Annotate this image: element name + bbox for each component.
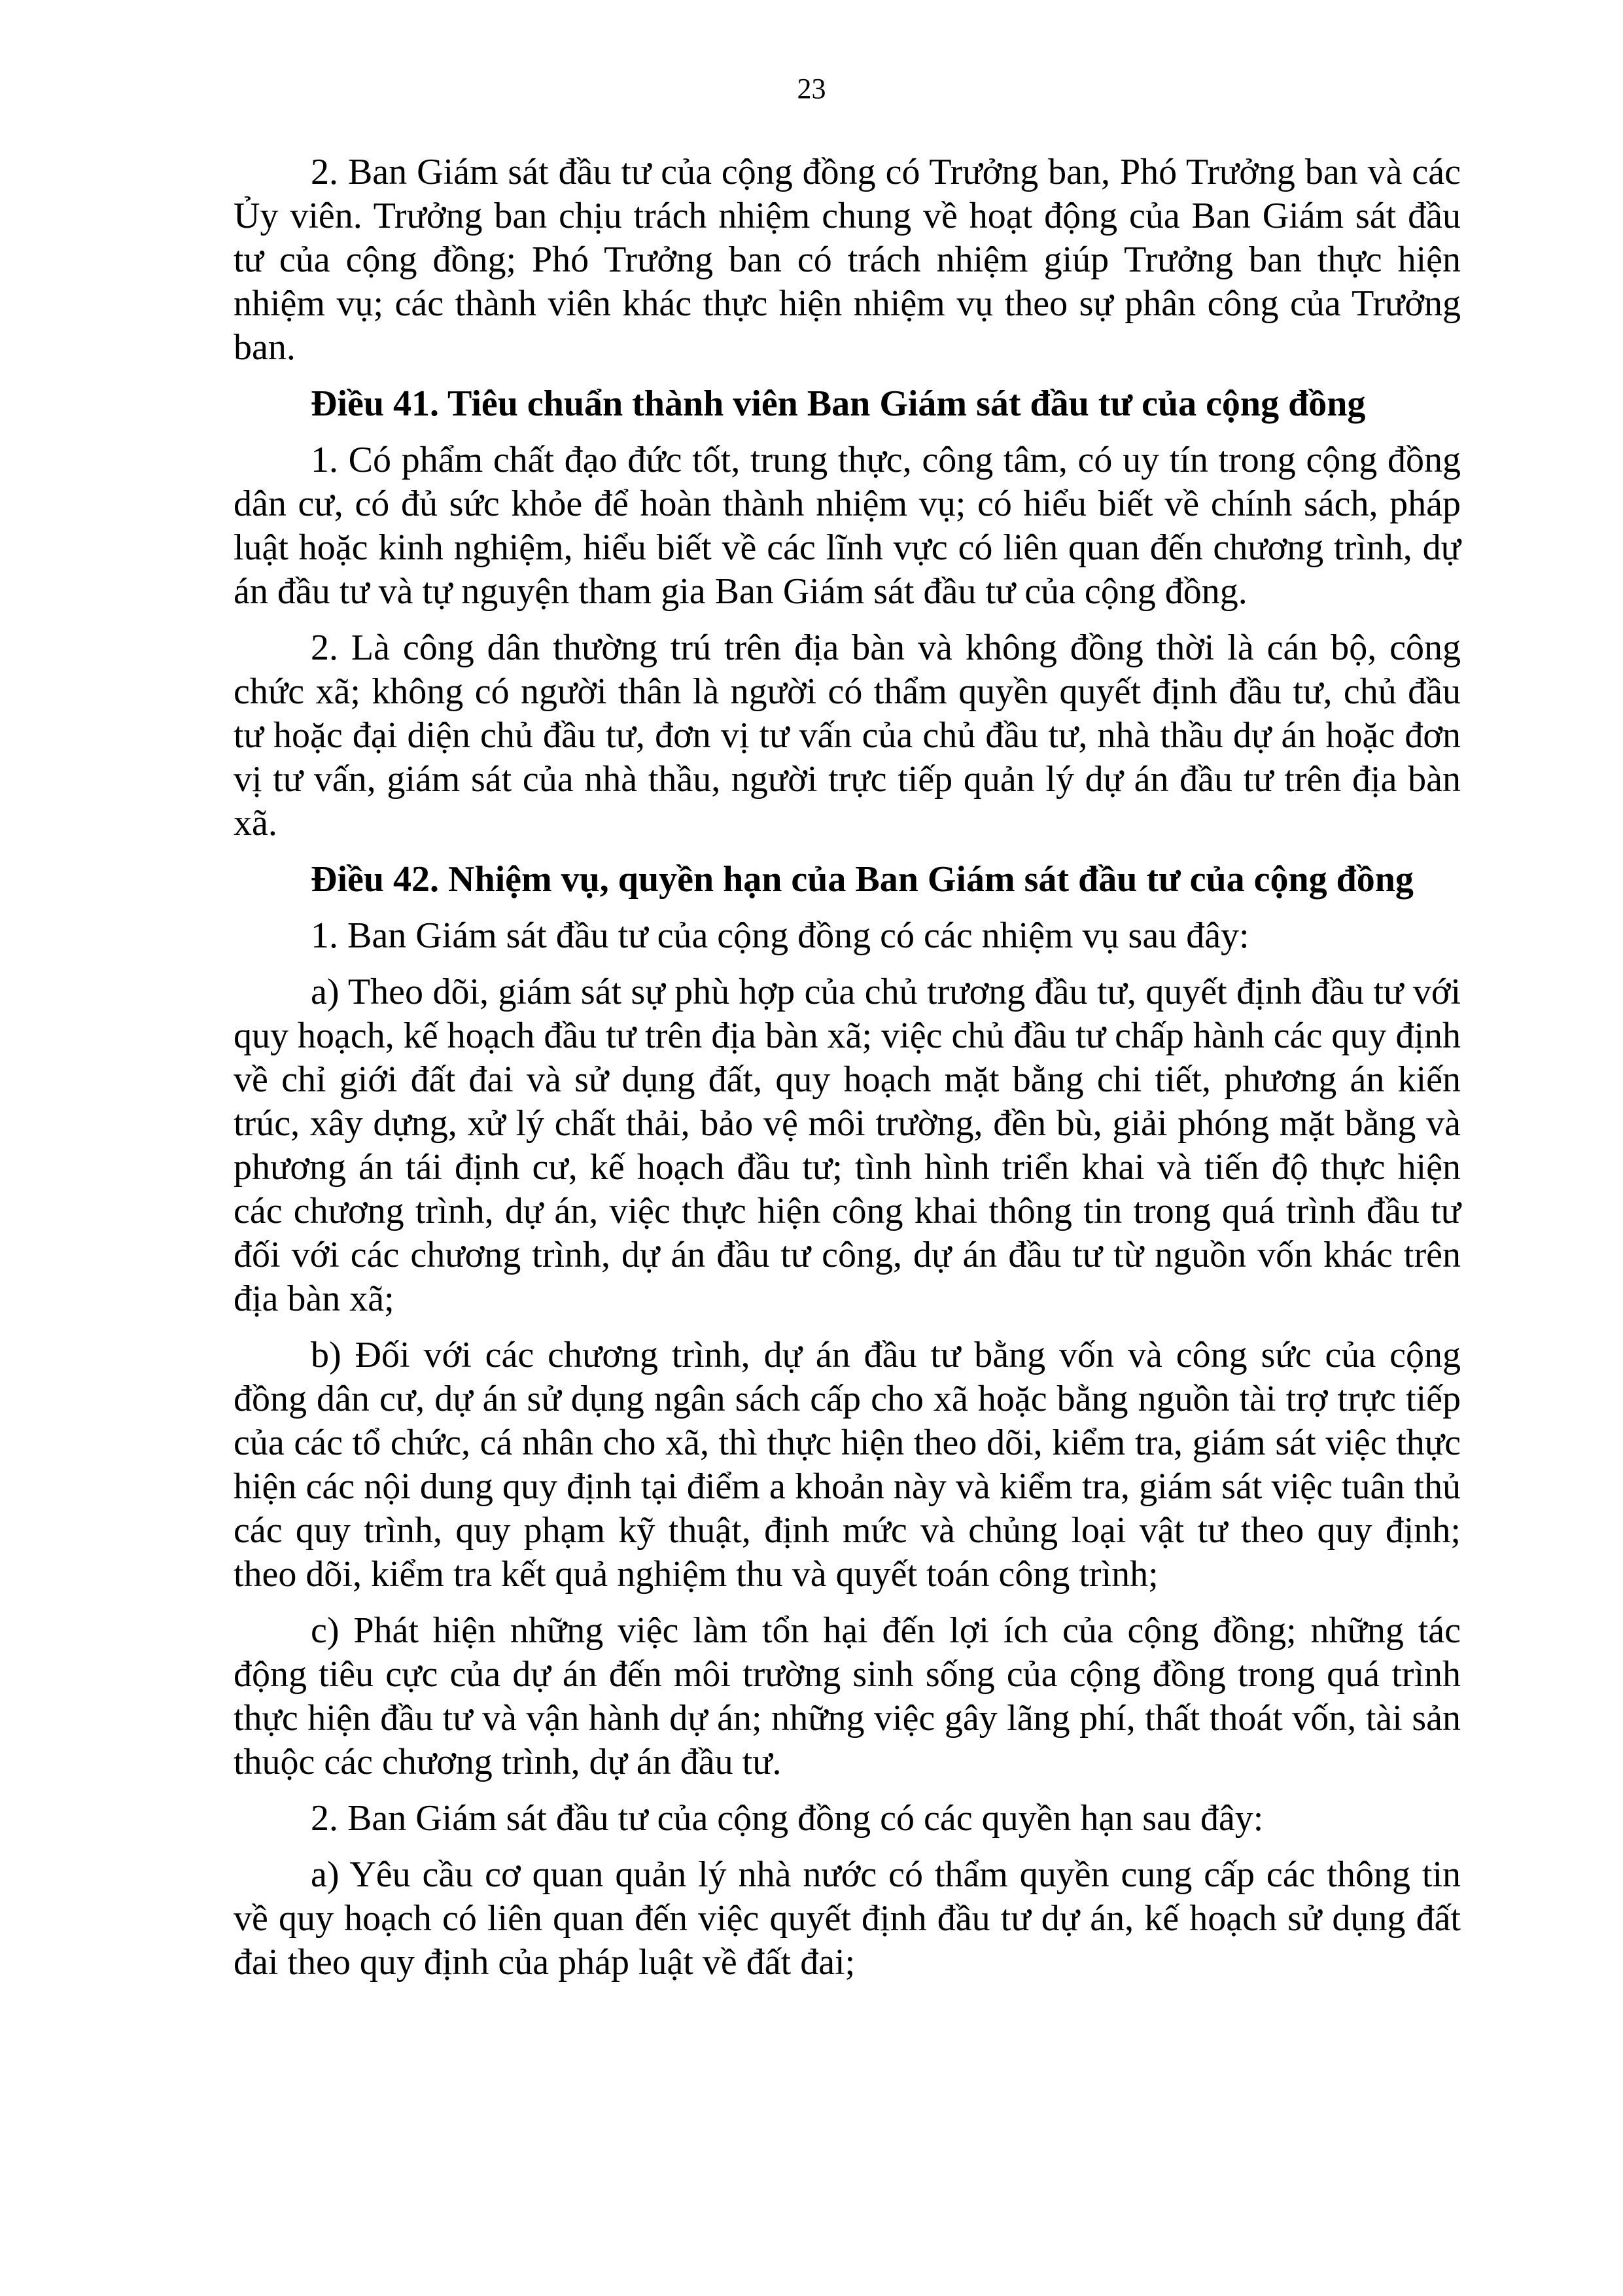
paragraph: 2. Là công dân thường trú trên địa bàn và không đồng thời là cán bộ, công chức xã; không có người thân là người có thẩm quyền quyết định đầu tư, chủ đầu tư hoặc đại diện chủ đầu tư, đơn vị tư vấn của chủ đầu tư, nhà thầu dự án hoặc đơn vị tư vấn, giám sát của nhà thầu, người trực tiếp quản lý dự án đầu tư trên địa bàn xã. [234,627,1461,843]
paragraph: c) Phát hiện những việc làm tổn hại đến lợi ích của cộng đồng; những tác động tiêu cực của dự án đến môi trường sinh sống của cộng đồng trong quá trình thực hiện đầu tư và vận hành dự án; những việc gây lãng phí, thất thoát vốn, tài sản thuộc các chương trình, dự án đầu tư. [234,1610,1461,1782]
paragraph: 1. Có phẩm chất đạo đức tốt, trung thực, công tâm, có uy tín trong cộng đồng dân cư, có đủ sức khỏe để hoàn thành nhiệm vụ; có hiểu biết về chính sách, pháp luật hoặc kinh nghiệm, hiểu biết về các lĩnh vực có liên quan đến chương trình, dự án đầu tư và tự nguyện tham gia Ban Giám sát đầu tư của cộng đồng. [234,440,1461,612]
paragraph: b) Đối với các chương trình, dự án đầu tư bằng vốn và công sức của cộng đồng dân cư, dự án sử dụng ngân sách cấp cho xã hoặc bằng nguồn tài trợ trực tiếp của các tổ chức, cá nhân cho xã, thì thực hiện theo dõi, kiểm tra, giám sát việc thực hiện các nội dung quy định tại điểm a khoản này và kiểm tra, giám sát việc tuân thủ các quy trình, quy phạm kỹ thuật, định mức và chủng loại vật tư theo quy định; theo dõi, kiểm tra kết quả nghiệm thu và quyết toán công trình; [234,1335,1461,1595]
paragraph: 1. Ban Giám sát đầu tư của cộng đồng có các nhiệm vụ sau đây: [311,915,1249,956]
paragraph: 2. Ban Giám sát đầu tư của cộng đồng có Trưởng ban, Phó Trưởng ban và các Ủy viên. Trưởng ban chịu trách nhiệm chung về hoạt động của Ban Giám sát đầu tư của cộng đồng; Phó Trưởng ban có trách nhiệm giúp Trưởng ban thực hiện nhiệm vụ; các thành viên khác thực hiện nhiệm vụ theo sự phân công của Trưởng ban. [234,152,1461,368]
page-number: 23 [797,73,826,105]
document-body [234,150,1461,1997]
paragraph: 2. Ban Giám sát đầu tư của cộng đồng có các quyền hạn sau đây: [311,1798,1264,1839]
paragraph: a) Yêu cầu cơ quan quản lý nhà nước có thẩm quyền cung cấp các thông tin về quy hoạch có liên quan đến việc quyết định đầu tư dự án, kế hoạch sử dụng đất đai theo quy định của pháp luật về đất đai; [234,1854,1461,1983]
article-42-heading: Điều 42. Nhiệm vụ, quyền hạn của Ban Giám sát đầu tư của cộng đồng [311,859,1414,900]
paragraph: a) Theo dõi, giám sát sự phù hợp của chủ trương đầu tư, quyết định đầu tư với quy hoạch, kế hoạch đầu tư trên địa bàn xã; việc chủ đầu tư chấp hành các quy định về chỉ giới đất đai và sử dụng đất, quy hoạch mặt bằng chi tiết, phương án kiến trúc, xây dựng, xử lý chất thải, bảo vệ môi trường, đền bù, giải phóng mặt bằng và phương án tái định cư, kế hoạch đầu tư; tình hình triển khai và tiến độ thực hiện các chương trình, dự án, việc thực hiện công khai thông tin trong quá trình đầu tư đối với các chương trình, dự án đầu tư công, dự án đầu tư từ nguồn vốn khác trên địa bàn xã; [234,972,1461,1319]
article-41-heading: Điều 41. Tiêu chuẩn thành viên Ban Giám sát đầu tư của cộng đồng [311,383,1366,424]
